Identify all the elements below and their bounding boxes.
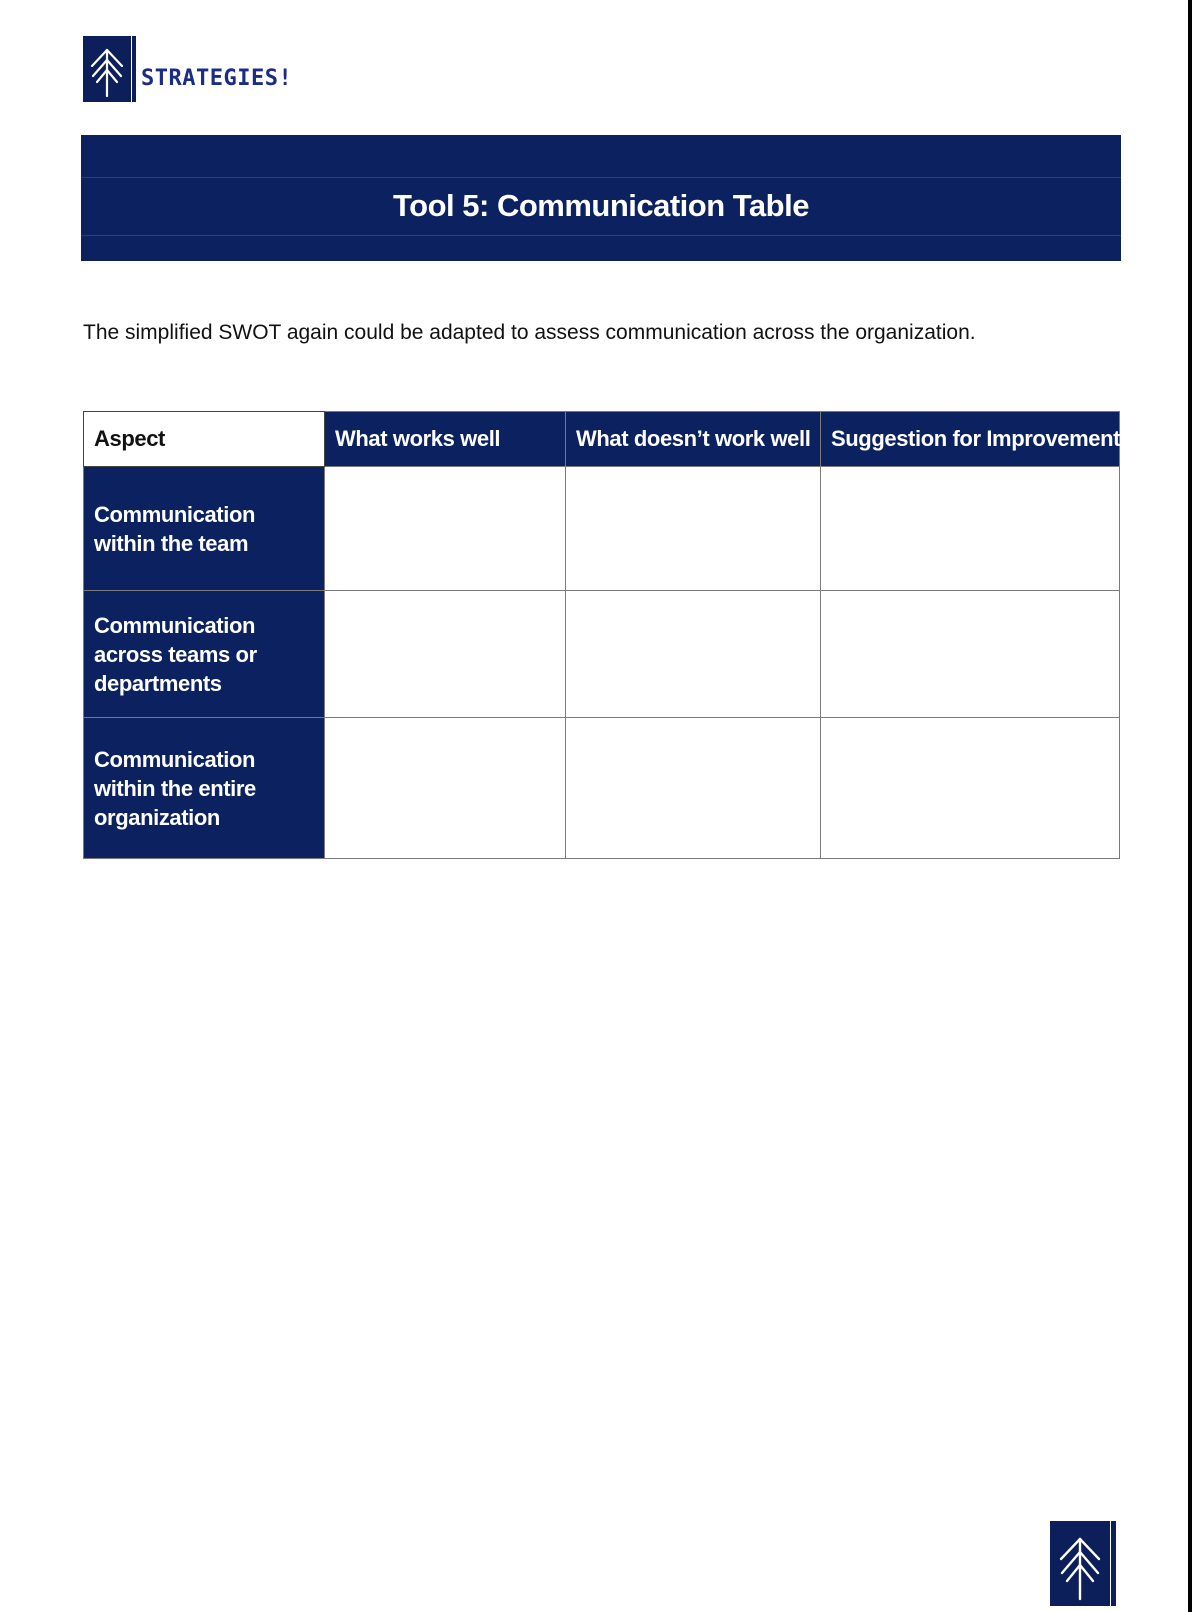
table-row — [84, 467, 1120, 591]
footer-logo — [1050, 1521, 1117, 1606]
title-band — [81, 135, 1121, 261]
page-title: Tool 5: Communication Table — [393, 188, 809, 223]
table-cell — [821, 718, 1120, 859]
intro-text: The simplified SWOT again could be adapted to assess communication across the organization. — [83, 321, 976, 344]
table-cell — [325, 467, 566, 591]
title-rule-bottom — [81, 235, 1121, 236]
page-edge — [1188, 0, 1192, 1612]
table-cell — [566, 591, 821, 718]
table-cell — [325, 591, 566, 718]
logo-bar — [132, 36, 136, 102]
column-header: What works well — [325, 412, 566, 467]
communication-table — [83, 411, 1120, 859]
table-cell — [821, 467, 1120, 591]
tree-logo-icon — [83, 36, 131, 102]
row-aspect-label: Communication across teams or departments — [84, 591, 325, 718]
row-aspect-label: Communication within the team — [84, 467, 325, 591]
table-cell — [821, 591, 1120, 718]
table-cell — [325, 718, 566, 859]
logo-bar — [1111, 1521, 1116, 1606]
table-row — [84, 718, 1120, 859]
table-cell — [566, 718, 821, 859]
tree-logo-icon — [1050, 1521, 1110, 1606]
table-cell — [566, 467, 821, 591]
column-header: Aspect — [84, 412, 325, 467]
column-header: What doesn’t work well — [566, 412, 821, 467]
column-header: Suggestion for Improvement — [821, 412, 1120, 467]
table-header-row — [84, 412, 1120, 467]
row-aspect-label: Communication within the entire organization — [84, 718, 325, 859]
table-row — [84, 591, 1120, 718]
brand-wordmark: STRATEGIES! — [141, 66, 293, 91]
